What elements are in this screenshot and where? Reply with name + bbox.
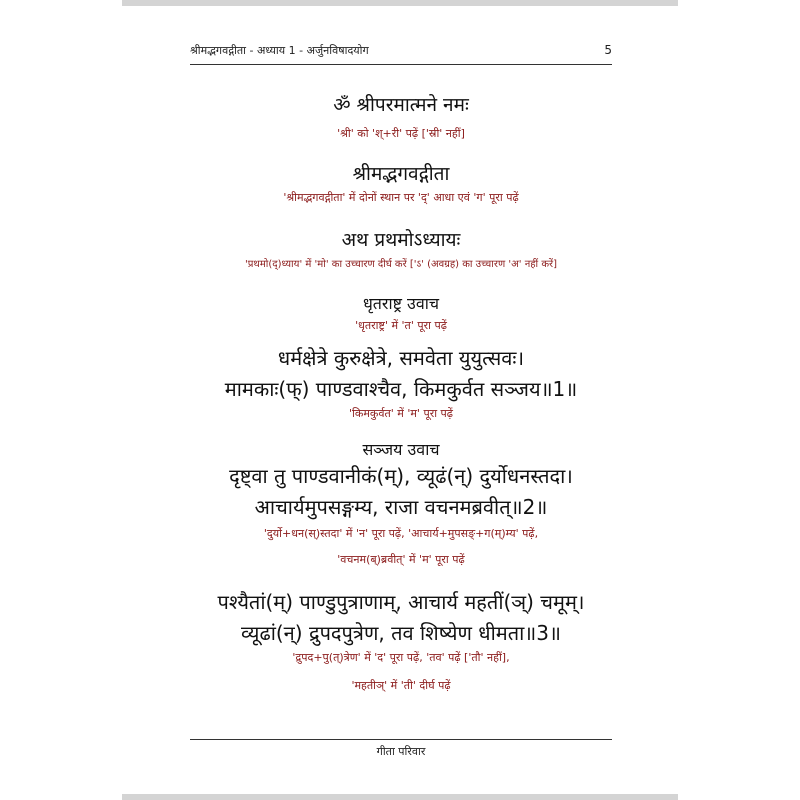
verse-line: आचार्यमुपसङ्गम्य, राजा वचनमब्रवीत्॥2॥: [254, 495, 548, 519]
pronunciation-note: 'वचनम(ब्)ब्रवीत्' में 'म' पूरा पढ़ें: [337, 553, 465, 566]
page-edge-top: [122, 0, 678, 6]
running-footer: गीता परिवार: [376, 745, 426, 758]
chapter-heading: अथ प्रथमोऽध्यायः: [341, 229, 461, 251]
pronunciation-note: 'महतीञ्' में 'ती' दीर्घ पढ़ें: [351, 679, 451, 692]
header-title: श्रीमद्भगवद्गीता - अध्याय 1 - अर्जुनविषादयोग: [190, 44, 369, 57]
footer-rule: [190, 739, 612, 740]
pronunciation-note: 'द्रुपद+पु(त्)त्रेण' में 'द' पूरा पढ़ें, 'तव' पढ़ें ['तौ' नहीं],: [292, 651, 510, 664]
pronunciation-note: 'किमकुर्वत' में 'म' पूरा पढ़ें: [349, 407, 453, 420]
verse-line: पश्यैतां(म्) पाण्डुपुत्राणाम्, आचार्य महतीं(ञ्) चमूम्।: [217, 590, 585, 614]
page-edge-bottom: [122, 794, 678, 800]
speaker-heading: सञ्जय उवाच: [362, 440, 440, 459]
pronunciation-note: 'प्रथमो(द्)ध्याय' में 'मो' का उच्चारण दीर्घ करें ['ऽ' (अवग्रह) का उच्चारण 'अ' नहीं करें]: [244, 259, 557, 270]
invocation-heading: ॐ श्रीपरमात्मने नमः: [333, 94, 469, 116]
page-number: 5: [604, 43, 612, 57]
verse-line: मामकाः(फ्) पाण्डवाश्चैव, किमकुर्वत सञ्जय॥1॥: [224, 377, 578, 401]
speaker-heading: धृतराष्ट्र उवाच: [362, 294, 440, 313]
verse-line: धर्मक्षेत्रे कुरुक्षेत्रे, समवेता युयुत्सवः।: [277, 346, 525, 370]
running-header: [190, 40, 612, 65]
verse-line: दृष्ट्वा तु पाण्डवानीकं(म्), व्यूढं(न्) दुर्योधनस्तदा।: [229, 464, 573, 488]
pronunciation-note: 'श्री' को 'श्+री' पढ़ें ['स्री' नहीं]: [337, 127, 465, 140]
verse-line: व्यूढां(न्) द्रुपदपुत्रेण, तव शिष्येण धीमता॥3॥: [241, 621, 561, 645]
title-heading: श्रीमद्भगवद्गीता: [352, 163, 450, 185]
pronunciation-note: 'धृतराष्ट्र' में 'त' पूरा पढ़ें: [355, 319, 447, 332]
pronunciation-note: 'दुर्यो+धन(स्)स्तदा' में 'न' पूरा पढ़ें, 'आचार्य+मुपसङ्+ग(म्)म्य' पढ़ें,: [263, 527, 539, 540]
pronunciation-note: 'श्रीमद्भगवद्गीता' में दोनों स्थान पर 'द्' आधा एवं 'ग' पूरा पढ़ें: [283, 191, 519, 204]
